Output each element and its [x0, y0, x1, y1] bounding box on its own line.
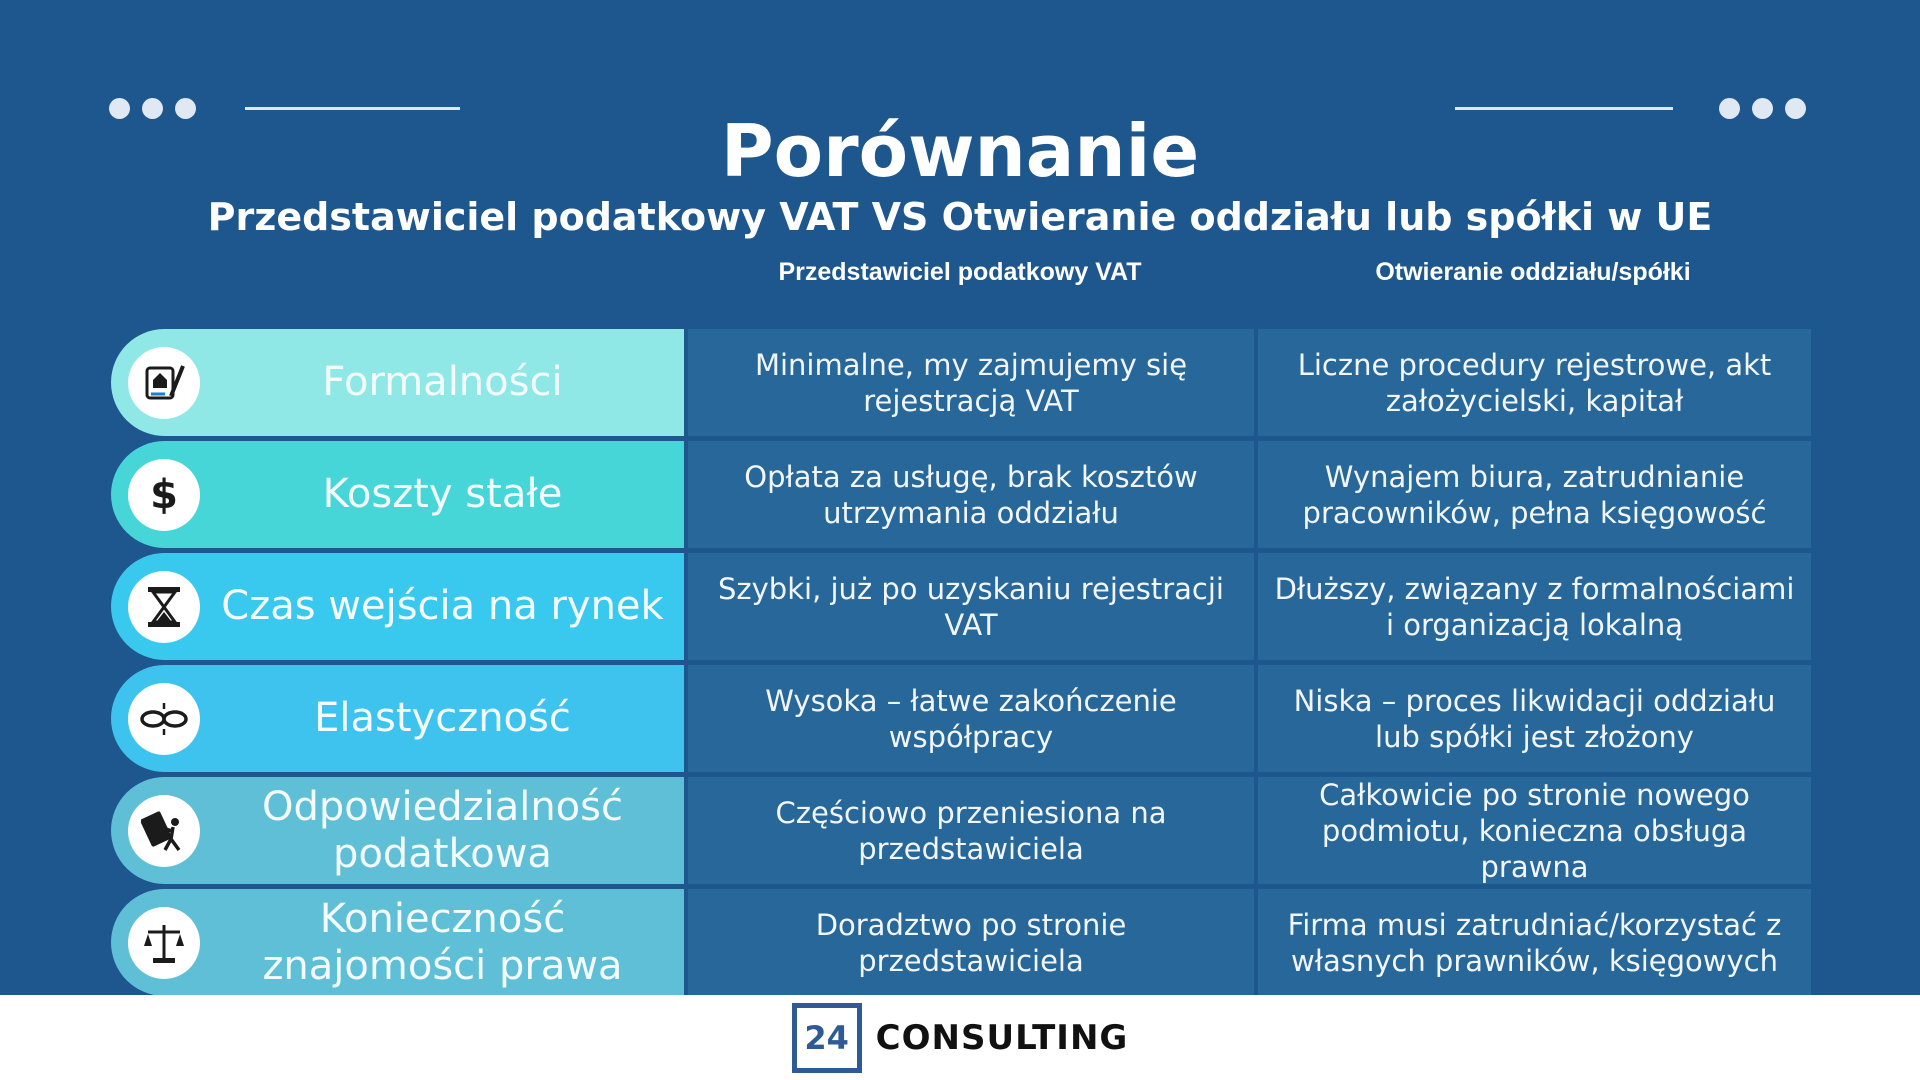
cell-representative: Szybki, już po uzyskaniu rejestracji VAT — [684, 553, 1254, 660]
footer — [0, 995, 1920, 1080]
table-row — [111, 665, 1811, 772]
dollar-icon: $ — [128, 459, 200, 531]
row-label: Elastyczność — [314, 695, 571, 741]
table-row — [111, 889, 1811, 996]
row-label-cell — [111, 889, 684, 996]
row-label: Konieczność znajomości prawa — [262, 895, 623, 989]
cell-representative: Częściowo przeniesiona na przedstawiciela — [684, 777, 1254, 884]
broken-chain-icon — [128, 683, 200, 755]
scales-icon — [128, 907, 200, 979]
table-row — [111, 441, 1811, 548]
row-label: Czas wejścia na rynek — [221, 583, 664, 629]
row-label-cell — [111, 665, 684, 772]
row-label-cell — [111, 441, 684, 548]
page-subtitle: Przedstawiciel podatkowy VAT VS Otwieranie oddziału lub spółki w UE — [207, 195, 1713, 239]
cell-branch: Liczne procedury rejestrowe, akt założycielski, kapitał — [1254, 329, 1811, 436]
page-title: Porównanie — [720, 109, 1200, 193]
table-row — [111, 329, 1811, 436]
document-signing-icon — [128, 347, 200, 419]
row-label: Formalności — [322, 359, 563, 405]
cell-representative: Minimalne, my zajmujemy się rejestracją VAT — [684, 329, 1254, 436]
row-label-cell — [111, 329, 684, 436]
row-label-cell — [111, 553, 684, 660]
logo-text: CONSULTING — [875, 1017, 1129, 1058]
table-row — [111, 777, 1811, 884]
cell-branch: Wynajem biura, zatrudnianie pracowników, pełna księgowość — [1254, 441, 1811, 548]
cell-representative: Doradztwo po stronie przedstawiciela — [684, 889, 1254, 996]
cell-branch: Dłuższy, związany z formalnościami i organizacją lokalną — [1254, 553, 1811, 660]
table-row — [111, 553, 1811, 660]
cell-branch: Całkowicie po stronie nowego podmiotu, konieczna obsługa prawna — [1254, 777, 1811, 884]
logo-mark: 24 — [792, 1003, 862, 1073]
hourglass-icon — [128, 571, 200, 643]
tax-burden-icon — [128, 795, 200, 867]
row-label: Odpowiedzialność podatkowa — [262, 783, 623, 877]
cell-representative: Opłata za usługę, brak kosztów utrzymania oddziału — [684, 441, 1254, 548]
cell-branch: Niska – proces likwidacji oddziału lub spółki jest złożony — [1254, 665, 1811, 772]
cell-branch: Firma musi zatrudniać/korzystać z własnych prawników, księgowych — [1254, 889, 1811, 996]
row-label: Koszty stałe — [322, 471, 563, 517]
row-label-cell — [111, 777, 684, 884]
comparison-table — [111, 329, 1811, 1001]
cell-representative: Wysoka – łatwe zakończenie współpracy — [684, 665, 1254, 772]
column-header-branch: Otwieranie oddziału/spółki — [1375, 258, 1691, 286]
column-header-representative: Przedstawiciel podatkowy VAT — [778, 258, 1142, 286]
